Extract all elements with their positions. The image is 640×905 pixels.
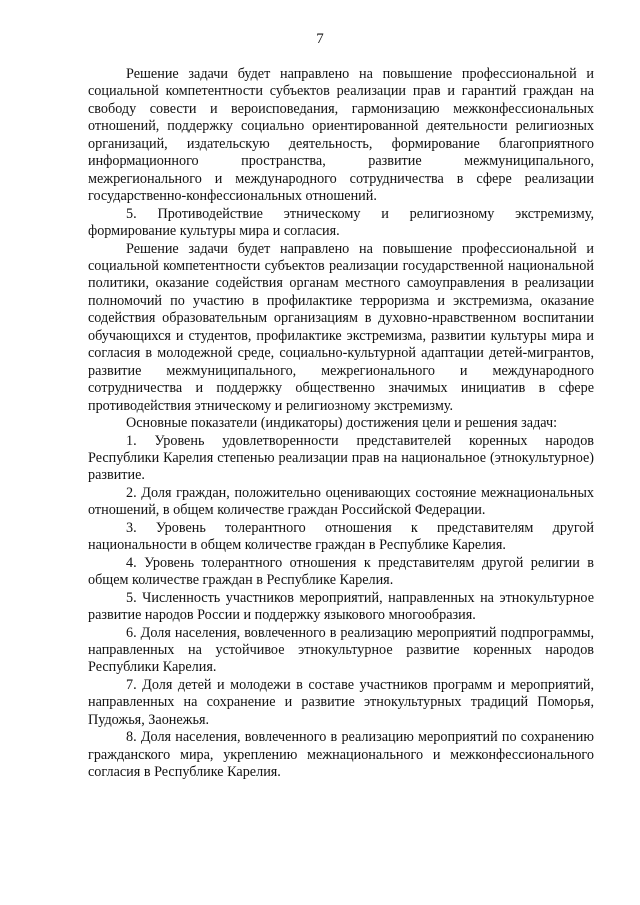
indicator-8: 8. Доля населения, вовлеченного в реализацию мероприятий по сохранению гражданского мира, укреплению межнационального и межконфессионального согласия в Республике Карелия. <box>88 729 594 781</box>
document-body <box>88 66 594 782</box>
paragraph-task5-solution: Решение задачи будет направлено на повышение профессиональной и социальной компетентности субъектов реализации государственной национальной политики, оказание содействия органам местного самоуправления в реализации полномочий по участию в профилактике терроризма и экстремизма, оказание содействия образовательным организациям в духовно-нравственном воспитании обучающихся и студентов, профилактике экстремизма, развитии культуры мира и согласия в молодежной среде, социально-культурной адаптации детей-мигрантов, развитие межмуниципального, межрегионального и международного сотрудничества и поддержку общественно значимых инициатив в сфере противодействия этническому и религиозному экстремизму. <box>88 240 594 414</box>
paragraph-task5: 5. Противодействие этническому и религиозному экстремизму, формирование культуры мира и согласия. <box>88 205 594 240</box>
paragraph-task4-solution: Решение задачи будет направлено на повышение профессиональной и социальной компетентности субъектов реализации прав и гарантий граждан на свободу совести и вероисповедания, гармонизацию межконфессиональных отношений, поддержку социально ориентированной деятельности религиозных организаций, издательскую деятельность, формирование благоприятного информационного пространства, развитие межмуниципального, межрегионального и международного сотрудничества в сфере реализации государственно-конфессиональных отношений. <box>88 66 594 205</box>
indicator-6: 6. Доля населения, вовлеченного в реализацию мероприятий подпрограммы, направленных на устойчивое этнокультурное развитие коренных народов Республики Карелия. <box>88 624 594 676</box>
page-number: 7 <box>316 31 324 47</box>
indicator-3: 3. Уровень толерантного отношения к представителям другой национальности в общем количестве граждан в Республике Карелия. <box>88 519 594 554</box>
indicator-7: 7. Доля детей и молодежи в составе участников программ и мероприятий, направленных на сохранение и развитие этнокультурных традиций Поморья, Пудожья, Заонежья. <box>88 676 594 728</box>
indicator-2: 2. Доля граждан, положительно оценивающих состояние межнациональных отношений, в общем количестве граждан Российской Федерации. <box>88 484 594 519</box>
indicator-4: 4. Уровень толерантного отношения к представителям другой религии в общем количестве граждан в Республике Карелия. <box>88 554 594 589</box>
indicator-1: 1. Уровень удовлетворенности представителей коренных народов Республики Карелия степенью реализации прав на национальное (этнокультурное) развитие. <box>88 432 594 484</box>
indicator-5: 5. Численность участников мероприятий, направленных на этнокультурное развитие народов России и поддержку языкового многообразия. <box>88 589 594 624</box>
paragraph-indicators-heading: Основные показатели (индикаторы) достижения цели и решения задач: <box>126 415 558 432</box>
